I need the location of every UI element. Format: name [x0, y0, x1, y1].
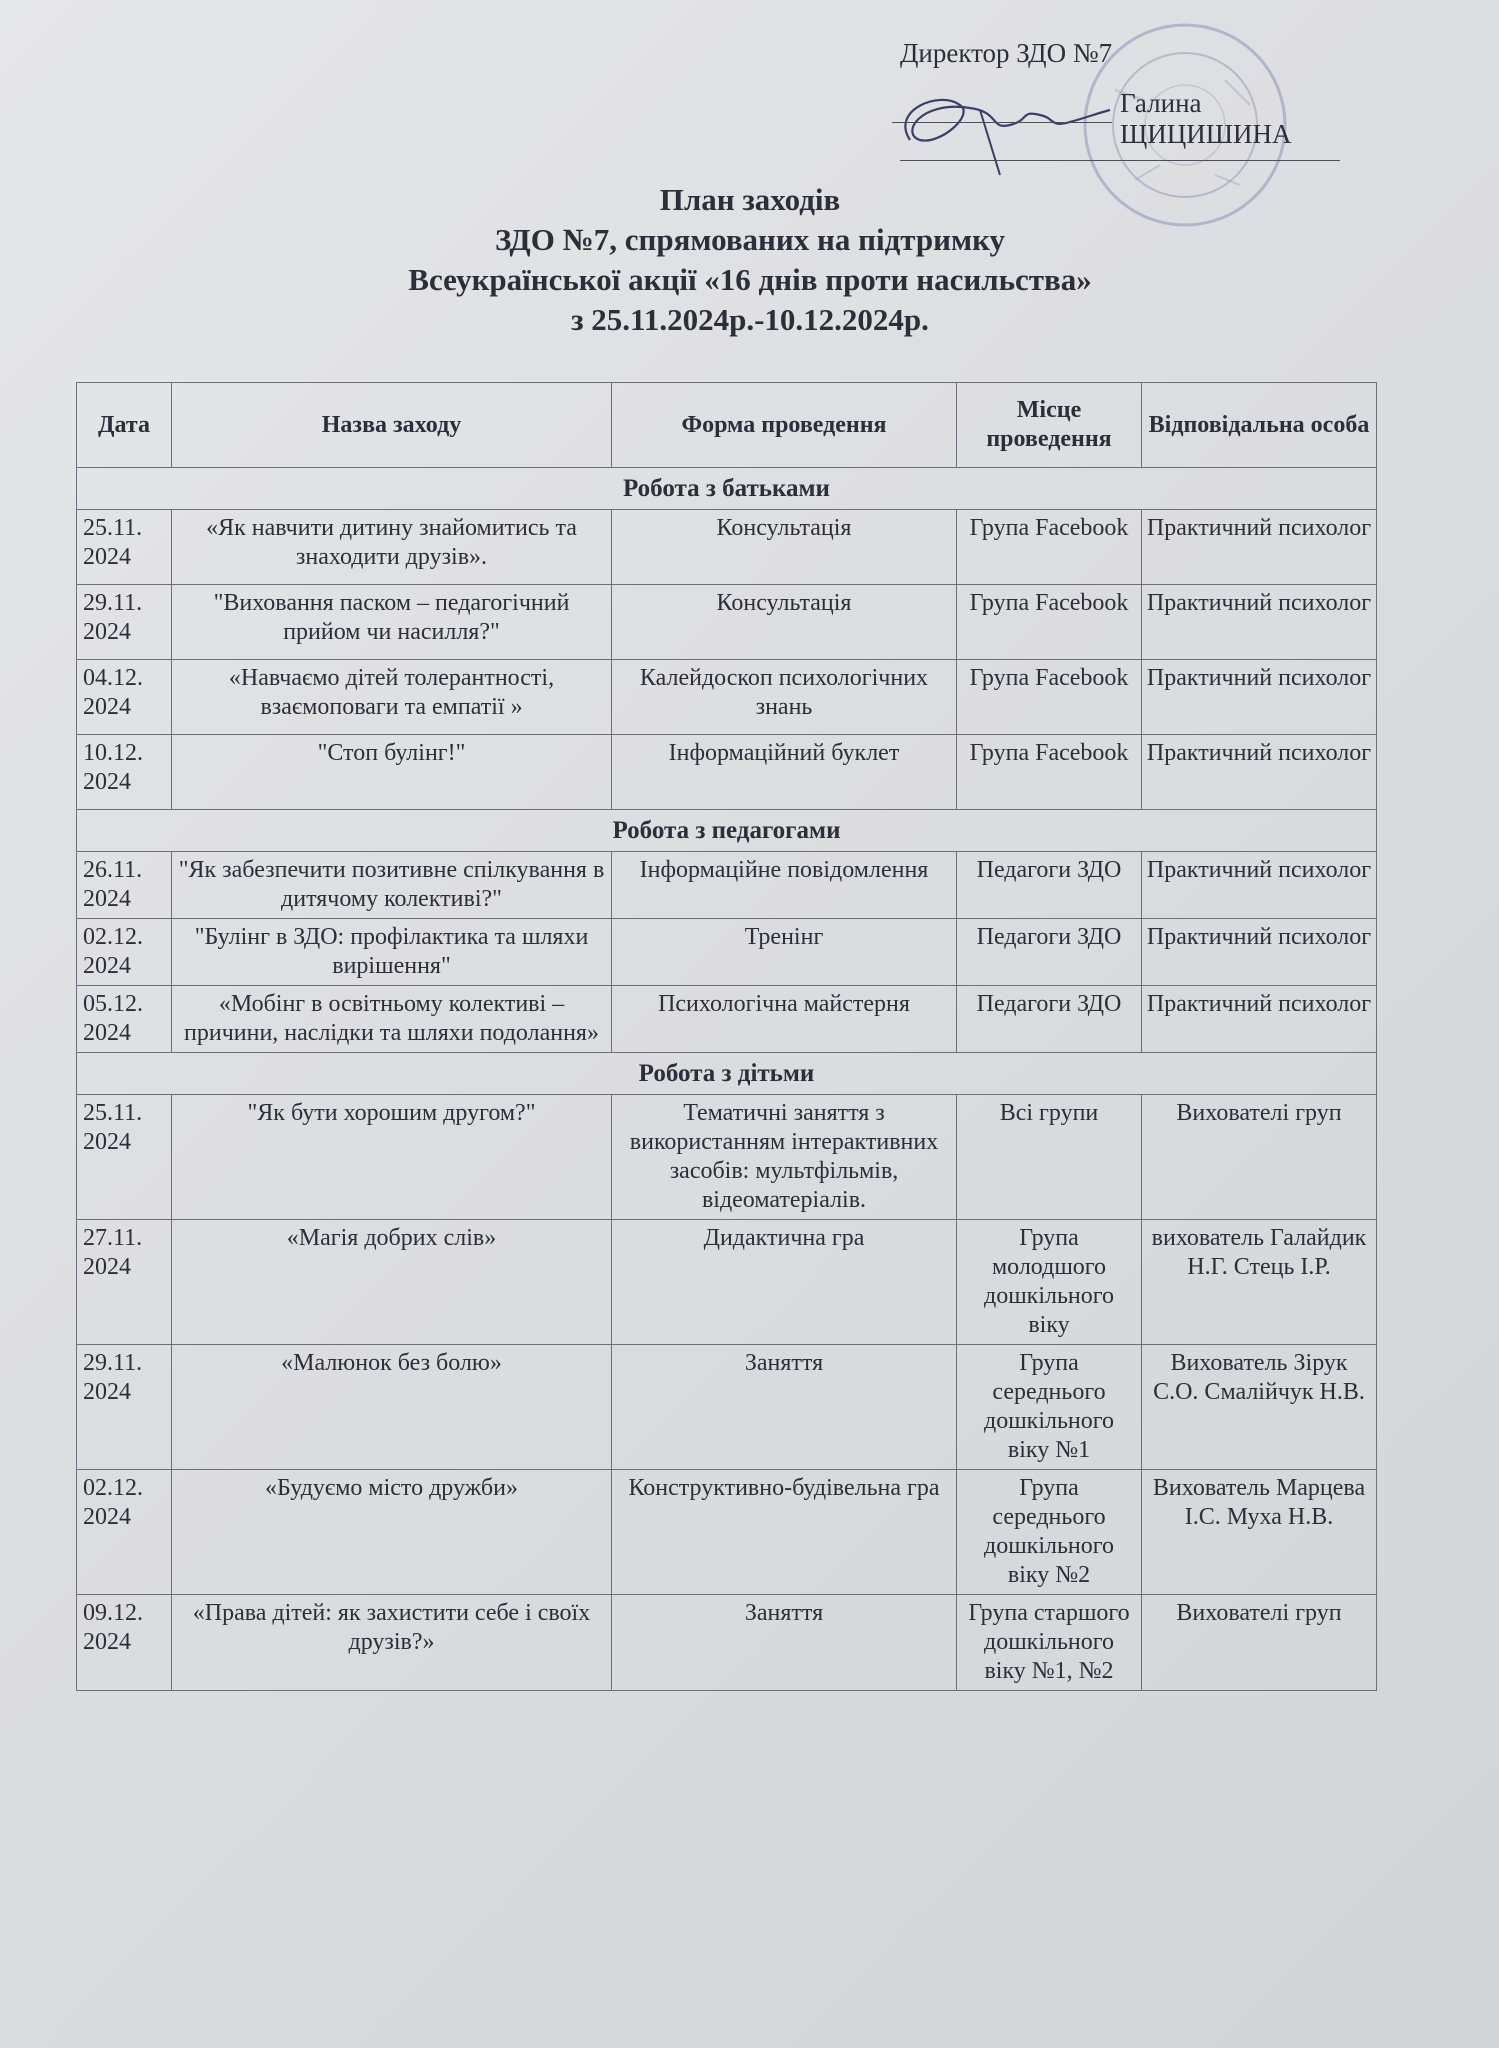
title-line-3: Всеукраїнської акції «16 днів проти насильства» [408, 262, 1092, 297]
signature-line [892, 122, 1112, 123]
table-row [77, 735, 1377, 810]
cell-event: "Як бути хорошим другом?" [172, 1095, 612, 1220]
cell-form: Заняття [612, 1345, 957, 1470]
table-row [77, 852, 1377, 919]
cell-event: «Малюнок без болю» [172, 1345, 612, 1470]
cell-event: «Права дітей: як захистити себе і своїх друзів?» [172, 1595, 612, 1691]
cell-responsible: Вихователь Марцева І.С. Муха Н.В. [1142, 1470, 1377, 1595]
title-line-2: ЗДО №7, спрямованих на підтримку [494, 222, 1006, 257]
director-title: Директор ЗДО №7 [900, 38, 1113, 68]
table-row [77, 510, 1377, 585]
cell-responsible: Практичний психолог [1142, 735, 1377, 810]
cell-responsible: Практичний психолог [1142, 986, 1377, 1053]
cell-event: "Виховання паском – педагогічний прийом чи насилля?" [172, 585, 612, 660]
cell-event: "Булінг в ЗДО: профілактика та шляхи вирішення" [172, 919, 612, 986]
cell-date: 02.12. 2024 [77, 919, 172, 986]
cell-responsible: Практичний психолог [1142, 660, 1377, 735]
cell-place: Педагоги ЗДО [957, 919, 1142, 986]
section-row-teachers [77, 810, 1377, 852]
table-row [77, 1345, 1377, 1470]
cell-form: Інформаційне повідомлення [612, 852, 957, 919]
table-row [77, 1220, 1377, 1345]
cell-form: Конструктивно-будівельна гра [612, 1470, 957, 1595]
cell-responsible: Практичний психолог [1142, 919, 1377, 986]
cell-place: Всі групи [957, 1095, 1142, 1220]
cell-date: 05.12. 2024 [77, 986, 172, 1053]
title-line-1: План заходів [659, 182, 841, 217]
cell-place: Група молодшого дошкільного віку [957, 1220, 1142, 1345]
cell-form: Інформаційний буклет [612, 735, 957, 810]
section-row-parents [77, 468, 1377, 510]
cell-form: Психологічна майстерня [612, 986, 957, 1053]
table-row [77, 585, 1377, 660]
cell-event: "Стоп булінг!" [172, 735, 612, 810]
header-event-name: Назва заходу [172, 383, 612, 468]
cell-place: Група Facebook [957, 585, 1142, 660]
cell-date: 29.11. 2024 [77, 585, 172, 660]
header-date: Дата [77, 383, 172, 468]
cell-form: Консультація [612, 510, 957, 585]
table-header-row [77, 383, 1377, 468]
section-row-children [77, 1053, 1377, 1095]
title-line-4: з 25.11.2024р.-10.12.2024р. [571, 302, 929, 337]
cell-place: Група Facebook [957, 660, 1142, 735]
cell-event: «Магія добрих слів» [172, 1220, 612, 1345]
approval-block [880, 30, 1350, 180]
cell-date: 25.11. 2024 [77, 510, 172, 585]
cell-date: 27.11. 2024 [77, 1220, 172, 1345]
cell-responsible: Практичний психолог [1142, 510, 1377, 585]
cell-date: 10.12. 2024 [77, 735, 172, 810]
section-title: Робота з дітьми [77, 1053, 1377, 1095]
cell-form: Консультація [612, 585, 957, 660]
cell-event: «Як навчити дитину знайомитись та знаходити друзів». [172, 510, 612, 585]
cell-responsible: Практичний психолог [1142, 585, 1377, 660]
table-row [77, 986, 1377, 1053]
header-place: Місце проведення [957, 383, 1142, 468]
cell-event: «Мобінг в освітньому колективі – причини, наслідки та шляхи подолання» [172, 986, 612, 1053]
director-name: Галина ЩИЦИШИНА [1120, 88, 1292, 149]
header-form: Форма проведення [612, 383, 957, 468]
section-title: Робота з педагогами [77, 810, 1377, 852]
cell-place: Педагоги ЗДО [957, 986, 1142, 1053]
cell-responsible: Практичний психолог [1142, 852, 1377, 919]
cell-event: «Будуємо місто дружби» [172, 1470, 612, 1595]
table-row [77, 1470, 1377, 1595]
cell-responsible: Вихователь Зірук С.О. Смалійчук Н.В. [1142, 1345, 1377, 1470]
cell-place: Група середнього дошкільного віку №2 [957, 1470, 1142, 1595]
cell-responsible: вихователь Галайдик Н.Г. Стець І.Р. [1142, 1220, 1377, 1345]
table-row [77, 919, 1377, 986]
cell-place: Група Facebook [957, 510, 1142, 585]
cell-form: Тематичні заняття з використанням інтерактивних засобів: мультфільмів, відеоматеріалів. [612, 1095, 957, 1220]
header-responsible: Відповідальна особа [1142, 383, 1377, 468]
cell-form: Калейдоскоп психологічних знань [612, 660, 957, 735]
cell-date: 25.11. 2024 [77, 1095, 172, 1220]
cell-place: Педагоги ЗДО [957, 852, 1142, 919]
cell-responsible: Вихователі груп [1142, 1095, 1377, 1220]
approval-divider [900, 160, 1340, 161]
cell-form: Заняття [612, 1595, 957, 1691]
cell-form: Тренінг [612, 919, 957, 986]
table-row [77, 660, 1377, 735]
events-table [76, 382, 1377, 1691]
table-row [77, 1595, 1377, 1691]
cell-responsible: Вихователі груп [1142, 1595, 1377, 1691]
cell-date: 04.12. 2024 [77, 660, 172, 735]
cell-event: «Навчаємо дітей толерантності, взаємоповаги та емпатії » [172, 660, 612, 735]
signature-icon [880, 70, 1120, 180]
section-title: Робота з батьками [77, 468, 1377, 510]
cell-form: Дидактична гра [612, 1220, 957, 1345]
cell-date: 26.11. 2024 [77, 852, 172, 919]
cell-date: 02.12. 2024 [77, 1470, 172, 1595]
cell-place: Група старшого дошкільного віку №1, №2 [957, 1595, 1142, 1691]
cell-place: Група середнього дошкільного віку №1 [957, 1345, 1142, 1470]
cell-event: "Як забезпечити позитивне спілкування в дитячому колективі?" [172, 852, 612, 919]
cell-place: Група Facebook [957, 735, 1142, 810]
document-title [200, 180, 1300, 340]
table-row [77, 1095, 1377, 1220]
cell-date: 09.12. 2024 [77, 1595, 172, 1691]
cell-date: 29.11. 2024 [77, 1345, 172, 1470]
